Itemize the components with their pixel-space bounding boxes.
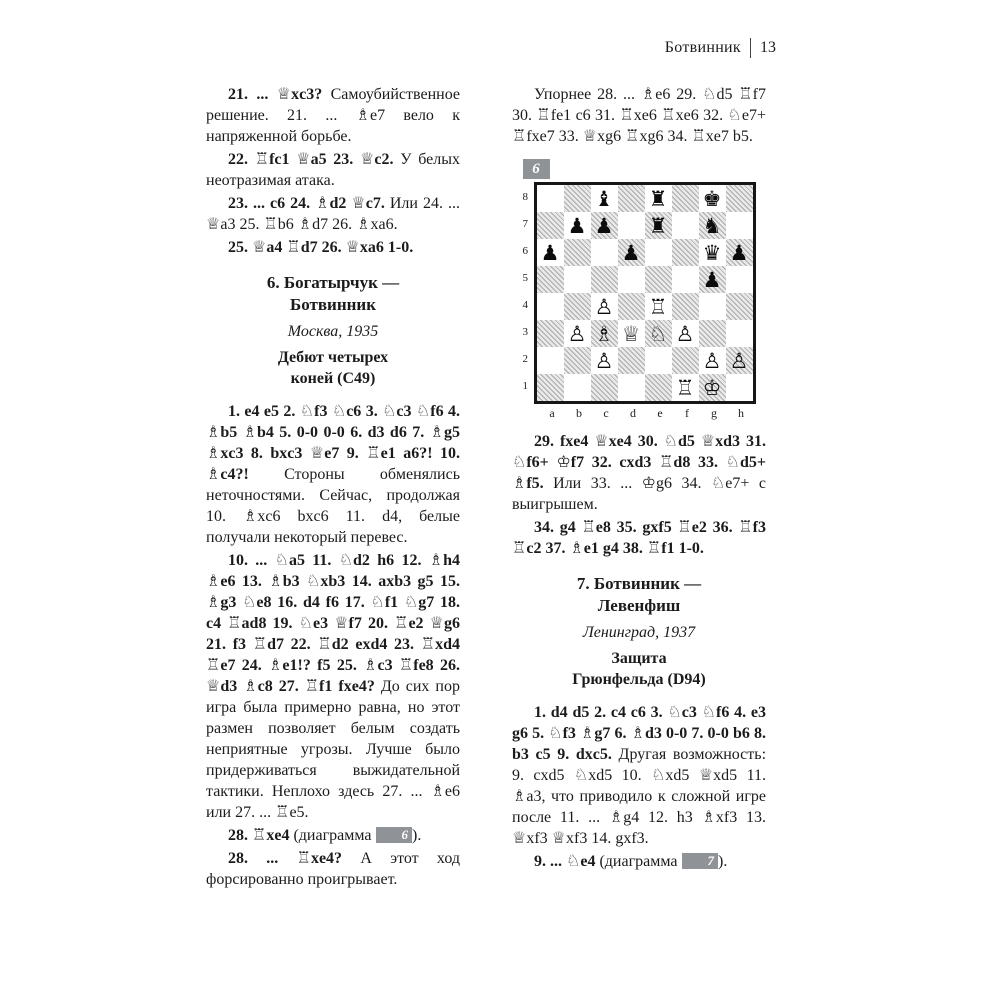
board-square bbox=[618, 320, 645, 347]
running-head: Ботвинник bbox=[664, 39, 741, 56]
board-square bbox=[591, 347, 618, 374]
text-paragraph bbox=[512, 702, 766, 849]
annotation-text: Самоубийственное решение. 21. ... ♗e7 вело к напряженной борьбе. bbox=[206, 86, 460, 145]
board-square bbox=[564, 374, 591, 401]
move-text: 28. ♖xe4 bbox=[228, 827, 290, 844]
annotation-text: Стороны обменялись неточностями. Сейчас, продолжая 10. ♗xc6 bxc6 11. d4, белые получали некоторый перевес. bbox=[206, 466, 460, 546]
rank-label: 3 bbox=[522, 326, 528, 338]
white-piece: ♙ bbox=[702, 348, 722, 373]
move-text: 34. g4 ♖e8 35. gxf5 ♖e2 36. ♖f3 ♖c2 37. ♗e1 g4 38. ♖f1 1-0. bbox=[512, 519, 766, 557]
board-square bbox=[537, 293, 564, 320]
text-paragraph bbox=[206, 149, 460, 191]
annotation-text: (диаграмма bbox=[289, 827, 376, 844]
black-piece: ♟ bbox=[702, 267, 722, 292]
board-square bbox=[537, 320, 564, 347]
board-square bbox=[645, 374, 672, 401]
text-paragraph bbox=[206, 401, 460, 548]
board-square bbox=[699, 212, 726, 239]
file-label: c bbox=[603, 406, 609, 420]
board-square bbox=[726, 293, 753, 320]
diagram-ref-badge: 7 bbox=[682, 853, 719, 869]
file-label: d bbox=[630, 406, 636, 420]
game-heading-line: Левенфиш bbox=[597, 596, 681, 615]
board-square bbox=[537, 239, 564, 266]
board-square bbox=[672, 374, 699, 401]
annotation-text: Или 33. ... ♔g6 34. ♘e7+ с выигрышем. bbox=[512, 475, 766, 513]
white-piece: ♙ bbox=[594, 294, 614, 319]
board-square bbox=[618, 239, 645, 266]
game-venue: Ленинград, 1937 bbox=[582, 624, 696, 641]
file-label: h bbox=[738, 406, 744, 420]
game-venue: Москва, 1935 bbox=[287, 323, 379, 340]
black-piece: ♟ bbox=[621, 240, 641, 265]
text-paragraph bbox=[512, 84, 766, 147]
black-piece: ♟ bbox=[567, 213, 587, 238]
board-square bbox=[591, 212, 618, 239]
board-square bbox=[672, 320, 699, 347]
board-square bbox=[699, 293, 726, 320]
text-columns bbox=[206, 84, 766, 892]
board-square bbox=[564, 239, 591, 266]
white-piece: ♘ bbox=[648, 321, 668, 346]
text-paragraph bbox=[206, 193, 460, 235]
annotation-text: Или 24. ... ♕a3 25. ♖b6 ♗d7 26. ♗xa6. bbox=[206, 195, 460, 233]
game-opening bbox=[512, 648, 766, 690]
board-square bbox=[699, 374, 726, 401]
annotation-text: До сих пор игра была примерно равна, но этот размен позволяет белым создать неприятные угрозы. Лучше было придерживаться выжидательной тактики. Неплохо здесь 27. ... ♗e6 или 27. ... ♖e5. bbox=[206, 678, 460, 821]
board-square bbox=[699, 266, 726, 293]
board-square bbox=[564, 266, 591, 293]
board-square bbox=[537, 266, 564, 293]
game-opening-line: коней (C49) bbox=[290, 370, 376, 387]
board-square bbox=[564, 293, 591, 320]
black-piece: ♟ bbox=[540, 240, 560, 265]
board-square bbox=[699, 320, 726, 347]
file-label: g bbox=[711, 406, 717, 420]
diagram-number-badge: 6 bbox=[523, 159, 550, 179]
chess-diagram-inner bbox=[523, 159, 756, 421]
move-text: 29. fxe4 ♕xe4 30. ♘d5 ♕xd3 31. ♘f6+ ♔f7 32. cxd3 ♖d8 33. ♘d5+ ♗f5. bbox=[512, 433, 766, 492]
board-square bbox=[726, 347, 753, 374]
board-square bbox=[726, 266, 753, 293]
game-opening-line: Грюнфельда (D94) bbox=[572, 671, 706, 688]
chess-board-body bbox=[523, 182, 756, 404]
black-piece: ♜ bbox=[648, 186, 668, 211]
move-text: 25. ♕a4 ♖d7 26. ♕xa6 1-0. bbox=[228, 239, 414, 256]
board-square bbox=[564, 185, 591, 212]
board-square bbox=[537, 347, 564, 374]
board-square bbox=[564, 212, 591, 239]
board-square bbox=[672, 266, 699, 293]
board-square bbox=[645, 320, 672, 347]
board-square bbox=[699, 239, 726, 266]
left-column bbox=[206, 84, 460, 892]
black-piece: ♟ bbox=[594, 213, 614, 238]
board-square bbox=[645, 212, 672, 239]
annotation-text: Другая возможность: 9. cxd5 ♘xd5 10. ♘xd5 ♕xd5 11. ♗a3, что приводило к сложной игре после 11. ... ♗g4 12. h3 ♗xf3 13. ♕xf3 ♕xf3 14. gxf3. bbox=[512, 746, 767, 847]
text-paragraph bbox=[512, 851, 766, 872]
game-opening-line: Защита bbox=[611, 650, 667, 667]
move-text: 23. ... c6 24. ♗d2 ♕c7. bbox=[228, 195, 385, 212]
page-number: 13 bbox=[760, 39, 776, 56]
board-square bbox=[726, 185, 753, 212]
rank-label: 7 bbox=[522, 218, 528, 230]
board-square bbox=[645, 347, 672, 374]
game-opening-line: Дебют четырех bbox=[277, 349, 389, 366]
black-piece: ♜ bbox=[648, 213, 668, 238]
white-piece: ♙ bbox=[594, 348, 614, 373]
move-text: 22. ♖fc1 ♕a5 23. ♕c2. bbox=[228, 151, 394, 168]
white-piece: ♖ bbox=[675, 375, 695, 400]
board-square bbox=[591, 185, 618, 212]
board-square bbox=[618, 293, 645, 320]
board-square bbox=[672, 239, 699, 266]
text-paragraph bbox=[206, 550, 460, 823]
game-opening bbox=[206, 347, 460, 389]
rank-label: 4 bbox=[522, 299, 528, 311]
black-piece: ♛ bbox=[702, 240, 722, 265]
white-piece: ♗ bbox=[594, 321, 614, 346]
game-heading-line: 7. Ботвинник — bbox=[576, 574, 702, 593]
white-piece: ♕ bbox=[621, 321, 641, 346]
white-piece: ♙ bbox=[567, 321, 587, 346]
move-text: 21. ... ♕xc3? bbox=[228, 86, 323, 103]
board-square bbox=[618, 374, 645, 401]
board-square bbox=[726, 212, 753, 239]
annotation-text: А этот ход форсированно проигрывает. bbox=[206, 850, 460, 888]
annotation-text: (диаграмма bbox=[595, 853, 682, 870]
black-piece: ♚ bbox=[702, 186, 722, 211]
diagram-ref-badge: 6 bbox=[376, 827, 413, 843]
board-square bbox=[591, 266, 618, 293]
white-piece: ♙ bbox=[675, 321, 695, 346]
page-header bbox=[665, 38, 776, 58]
game-heading bbox=[512, 573, 766, 617]
game-heading-line: 6. Богатырчук — bbox=[266, 273, 400, 292]
rank-label: 2 bbox=[522, 353, 528, 365]
move-text: 1. e4 e5 2. ♘f3 ♘c6 3. ♘c3 ♘f6 4. ♗b5 ♗b4 5. 0-0 0-0 6. d3 d6 7. ♗g5 ♗xc3 8. bxc3 ♕e7 9. ♖e1 a6?! 10. ♗c4?! bbox=[206, 403, 460, 483]
board-square bbox=[564, 347, 591, 374]
board-square bbox=[591, 374, 618, 401]
white-piece: ♙ bbox=[729, 348, 749, 373]
annotation-text: ). bbox=[412, 827, 422, 844]
board-square bbox=[726, 374, 753, 401]
white-piece: ♔ bbox=[702, 375, 722, 400]
board-square bbox=[537, 185, 564, 212]
text-paragraph bbox=[512, 517, 766, 559]
chess-diagram bbox=[512, 159, 766, 421]
board-square bbox=[645, 239, 672, 266]
game-heading bbox=[206, 272, 460, 316]
annotation-text: У белых неотразимая атака. bbox=[206, 151, 461, 189]
black-piece: ♟ bbox=[729, 240, 749, 265]
move-text: 10. ... ♘a5 11. ♘d2 h6 12. ♗h4 ♗e6 13. ♗b3 ♘xb3 14. axb3 g5 15. ♗g3 ♘e8 16. d4 f6 17. ♘f1 ♘g7 18. c4 ♖ad8 19. ♘e3 ♕f7 20. ♖e2 ♕g6 21. f3 ♖d7 22. ♖d2 exd4 23. ♖xd4 ♖e7 24. ♗e1!? f5 25. ♗c3 ♖fe8 26. ♕d3 ♗c8 27. ♖f1 fxe4? bbox=[206, 552, 460, 695]
right-column bbox=[512, 84, 766, 892]
game-heading-line: Ботвинник bbox=[289, 295, 377, 314]
board-square bbox=[672, 185, 699, 212]
board-square bbox=[645, 185, 672, 212]
board-square bbox=[645, 266, 672, 293]
text-paragraph bbox=[206, 237, 460, 258]
board-file-labels bbox=[539, 406, 756, 421]
white-piece: ♖ bbox=[648, 294, 668, 319]
board-square bbox=[618, 185, 645, 212]
board-square bbox=[672, 347, 699, 374]
board-square bbox=[699, 347, 726, 374]
board-square bbox=[672, 212, 699, 239]
text-paragraph bbox=[206, 84, 460, 147]
board-square bbox=[618, 212, 645, 239]
file-label: b bbox=[576, 406, 582, 420]
chess-board bbox=[534, 182, 756, 404]
board-rank-labels bbox=[523, 182, 534, 404]
rank-label: 8 bbox=[522, 191, 528, 203]
rank-label: 6 bbox=[522, 245, 528, 257]
board-square bbox=[564, 320, 591, 347]
board-square bbox=[618, 347, 645, 374]
board-square bbox=[537, 212, 564, 239]
move-text: 28. ... ♖xe4? bbox=[228, 850, 343, 867]
rank-label: 1 bbox=[522, 380, 528, 392]
board-square bbox=[591, 320, 618, 347]
board-square bbox=[645, 293, 672, 320]
text-paragraph bbox=[512, 431, 766, 515]
text-paragraph bbox=[206, 825, 460, 846]
board-square bbox=[699, 185, 726, 212]
board-square bbox=[591, 293, 618, 320]
black-piece: ♝ bbox=[594, 186, 614, 211]
text-paragraph bbox=[206, 848, 460, 890]
board-square bbox=[726, 239, 753, 266]
file-label: e bbox=[657, 406, 663, 420]
annotation-text: ). bbox=[718, 853, 728, 870]
board-square bbox=[591, 239, 618, 266]
move-text: 9. ... ♘e4 bbox=[534, 853, 596, 870]
file-label: a bbox=[549, 406, 555, 420]
board-square bbox=[618, 266, 645, 293]
header-divider bbox=[750, 38, 751, 58]
annotation-text: Упорнее 28. ... ♗e6 29. ♘d5 ♖f7 30. ♖fe1 c6 31. ♖xe6 ♖xe6 32. ♘e7+ ♖fxe7 33. ♕xg6 ♖xg6 34. ♖xe7 b5. bbox=[512, 86, 766, 145]
board-square bbox=[537, 374, 564, 401]
rank-label: 5 bbox=[522, 272, 528, 284]
file-label: f bbox=[685, 406, 689, 420]
board-square bbox=[726, 320, 753, 347]
black-piece: ♞ bbox=[702, 213, 722, 238]
move-text: 1. d4 d5 2. c4 c6 3. ♘c3 ♘f6 4. e3 g6 5. ♘f3 ♗g7 6. ♗d3 0-0 7. 0-0 b6 8. b3 c5 9. dxc5. bbox=[512, 704, 766, 763]
board-square bbox=[672, 293, 699, 320]
